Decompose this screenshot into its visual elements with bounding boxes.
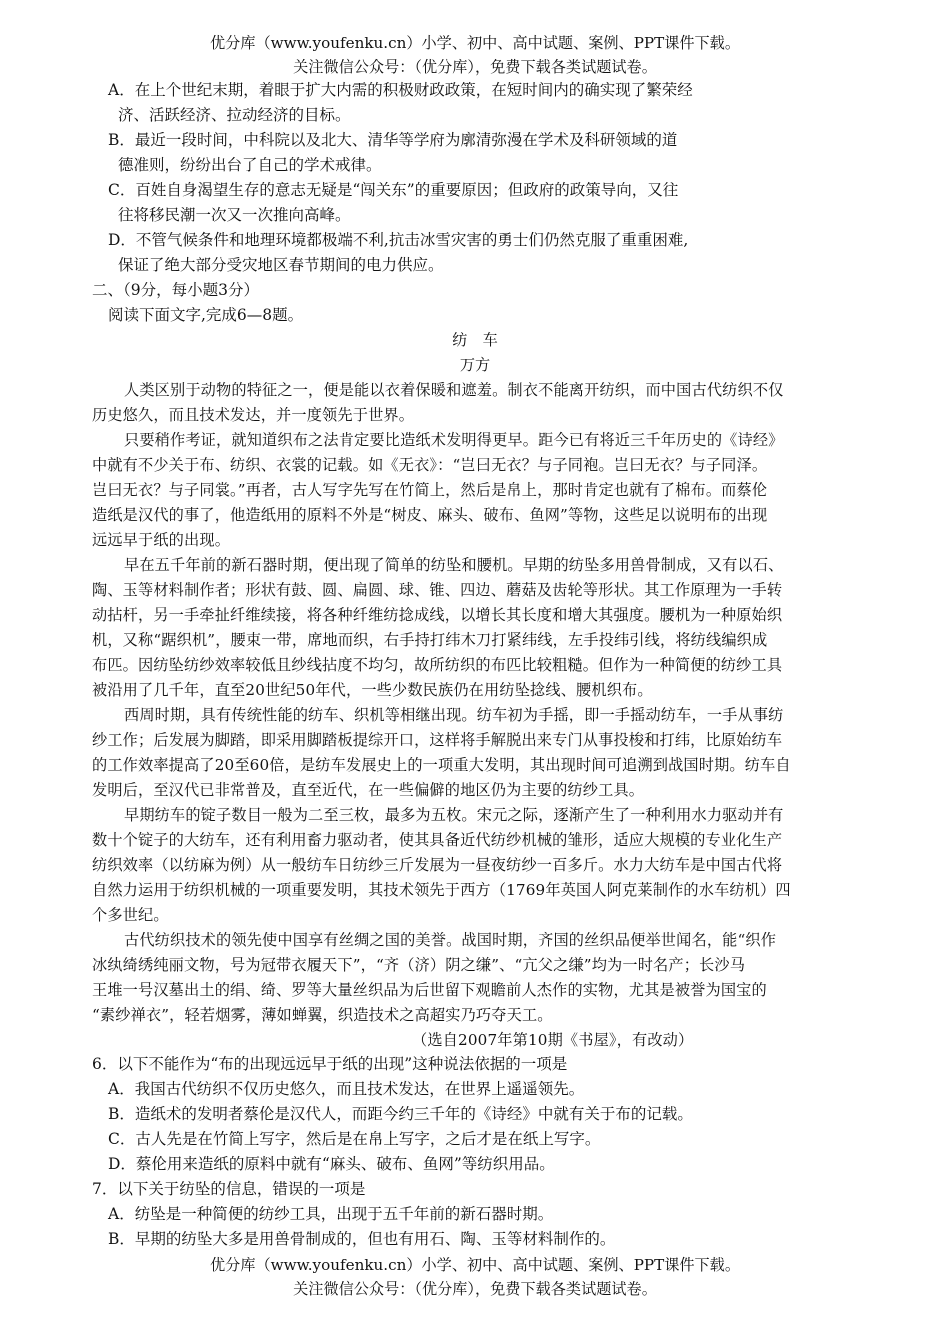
article-line: 古代纺织技术的领先使中国享有丝绸之国的美誉。战国时期，齐国的丝织品便举世闻名，能“织作: [124, 931, 777, 949]
article-line: 早在五千年前的新石器时期，便出现了简单的纺坠和腰机。早期的纺坠多用兽骨制成，又有以石、: [124, 556, 784, 574]
article-line: 自然力运用于纺织机械的一项重要发明，其技术领先于西方（1769年英国人阿克莱制作的水车纺机）四: [92, 881, 791, 899]
article-line: 布匹。因纺坠纺纱效率较低且纱线拈度不均匀，故所纺织的布匹比较粗糙。但作为一种简便的纺纱工具: [92, 656, 783, 674]
article-line: 的工作效率提高了20至60倍，是纺车发展史上的一项重大发明，其出现时间可追溯到战国时期。纺车自: [92, 756, 791, 774]
prev-option-d-line-1: D．不管气候条件和地理环境都极端不利,抗击冰雪灾害的勇士们仍然克服了重重困难,: [108, 231, 689, 249]
article-line: 只要稍作考证，就知道织布之法肯定要比造纸术发明得更早。距今已有将近三千年历史的《诗经》: [124, 431, 784, 449]
article-line: 造纸是汉代的事了，他造纸用的原料不外是“树皮、麻头、破布、鱼网”等物，这些足以说明布的出现: [92, 506, 768, 524]
article-source: （选自2007年第10期《书屋》，有改动）: [412, 1031, 694, 1049]
article-line: 岂曰无衣？与子同裳。”再者，古人写字先写在竹简上，然后是帛上，那时肯定也就有了棉布。而蔡伦: [92, 481, 768, 499]
article-line: 历史悠久，而且技术发达，并一度领先于世界。: [92, 406, 415, 424]
article-line: 早期纺车的锭子数目一般为二至三枚，最多为五枚。宋元之际，逐渐产生了一种利用水力驱动并有: [124, 806, 784, 824]
article-line: “素纱禅衣”，轻若烟雾，薄如蝉翼，织造技术之高超实乃巧夺天工。: [92, 1006, 553, 1024]
article-line: 纺织效率（以纺麻为例）从一般纺车日纺纱三斤发展为一昼夜纺纱一百多斤。水力大纺车是中国古代将: [92, 856, 783, 874]
article-line: 纱工作；后发展为脚踏，即采用脚踏板提综开口，这样将手解脱出来专门从事投梭和打纬，比原始纺车: [92, 731, 783, 749]
question-7-option-a: A．纺坠是一种简便的纺纱工具，出现于五千年前的新石器时期。: [108, 1205, 554, 1223]
prev-option-a-line-2: 济、活跃经济、拉动经济的目标。: [118, 106, 351, 124]
footer-line-1: 优分库（www.youfenku.cn）小学、初中、高中试题、案例、PPT课件下载。: [210, 1256, 740, 1274]
prev-option-b-line-1: B．最近一段时间，中科院以及北大、清华等学府为廓清弥漫在学术及科研领域的道: [108, 131, 678, 149]
article-line: 机，又称“踞织机”，腰束一带，席地而织，右手持打纬木刀打紧纬线，左手投纬引线，将纺线编织成: [92, 631, 768, 649]
prev-option-b-line-2: 德准则，纷纷出台了自己的学术戒律。: [118, 156, 382, 174]
question-6-option-a: A．我国古代纺织不仅历史悠久，而且技术发达，在世界上遥遥领先。: [108, 1080, 585, 1098]
prev-option-d-line-2: 保证了绝大部分受灾地区春节期间的电力供应。: [118, 256, 444, 274]
header-line-1: 优分库（www.youfenku.cn）小学、初中、高中试题、案例、PPT课件下载。: [210, 34, 740, 52]
article-line: 陶、玉等材料制作者；形状有鼓、圆、扁圆、球、锥、四边、蘑菇及齿轮等形状。其工作原理为一手转: [92, 581, 783, 599]
question-6-option-d: D．蔡伦用来造纸的原料中就有“麻头、破布、鱼网”等纺织用品。: [108, 1155, 555, 1173]
article-author: 万方: [459, 356, 491, 374]
article-line: 发明后，至汉代已非常普及，直至近代，在一些偏僻的地区仍为主要的纺纱工具。: [92, 781, 645, 799]
article-line: 数十个锭子的大纺车，还有利用畜力驱动者，使其具备近代纺纱机械的雏形，适应大规模的专业化生产: [92, 831, 783, 849]
question-7-option-b: B．早期的纺坠大多是用兽骨制成的，但也有用石、陶、玉等材料制作的。: [108, 1230, 616, 1248]
article-line: 人类区别于动物的特征之一，便是能以衣着保暖和遮羞。制衣不能离开纺织，而中国古代纺织不仅: [124, 381, 784, 399]
question-6-option-b: B．造纸术的发明者蔡伦是汉代人，而距今约三千年的《诗经》中就有关于布的记载。: [108, 1105, 693, 1123]
section-instruction: 阅读下面文字,完成6—8题。: [108, 306, 304, 324]
question-6-stem: 6．以下不能作为“布的出现远远早于纸的出现”这种说法依据的一项是: [92, 1055, 568, 1073]
article-title: 纺 车: [452, 331, 498, 349]
section-heading: 二、（9分，每小题3分）: [92, 281, 259, 299]
question-6-option-c: C．古人先是在竹简上写字，然后是在帛上写字，之后才是在纸上写字。: [108, 1130, 601, 1148]
prev-option-a-line-1: A．在上个世纪末期，着眼于扩大内需的积极财政政策，在短时间内的确实现了繁荣经: [108, 81, 693, 99]
article-line: 冰纨绮绣纯丽文物，号为冠带衣履天下”，“齐（济）阴之缣”、“亢父之缣”均为一时名产；长沙马: [92, 956, 746, 974]
article-line: 中就有不少关于布、纺织、衣裳的记载。如《无衣》：“岂曰无衣？与子同袍。岂曰无衣？与子同泽。: [92, 456, 768, 474]
article-line: 被沿用了几千年，直至20世纪50年代，一些少数民族仍在用纺坠捻线、腰机织布。: [92, 681, 653, 699]
prev-option-c-line-2: 往将移民潮一次又一次推向高峰。: [118, 206, 351, 224]
article-line: 王堆一号汉墓出土的绢、绮、罗等大量丝织品为后世留下观瞻前人杰作的实物，尤其是被誉为国宝的: [92, 981, 767, 999]
header-line-2: 关注微信公众号：（优分库），免费下载各类试题试卷。: [293, 58, 657, 76]
article-line: 西周时期，具有传统性能的纺车、织机等相继出现。纺车初为手摇，即一手摇动纺车，一手从事纺: [124, 706, 784, 724]
footer-line-2: 关注微信公众号：（优分库），免费下载各类试题试卷。: [293, 1280, 657, 1298]
question-7-stem: 7．以下关于纺坠的信息，错误的一项是: [92, 1180, 366, 1198]
article-line: 动拈杆，另一手牵扯纤维续接，将各种纤维纺捻成线，以增长其长度和增大其强度。腰机为一种原始织: [92, 606, 783, 624]
article-line: 个多世纪。: [92, 906, 169, 924]
prev-option-c-line-1: C．百姓自身渴望生存的意志无疑是“闯关东”的重要原因；但政府的政策导向，又往: [108, 181, 679, 199]
article-line: 远远早于纸的出现。: [92, 531, 231, 549]
